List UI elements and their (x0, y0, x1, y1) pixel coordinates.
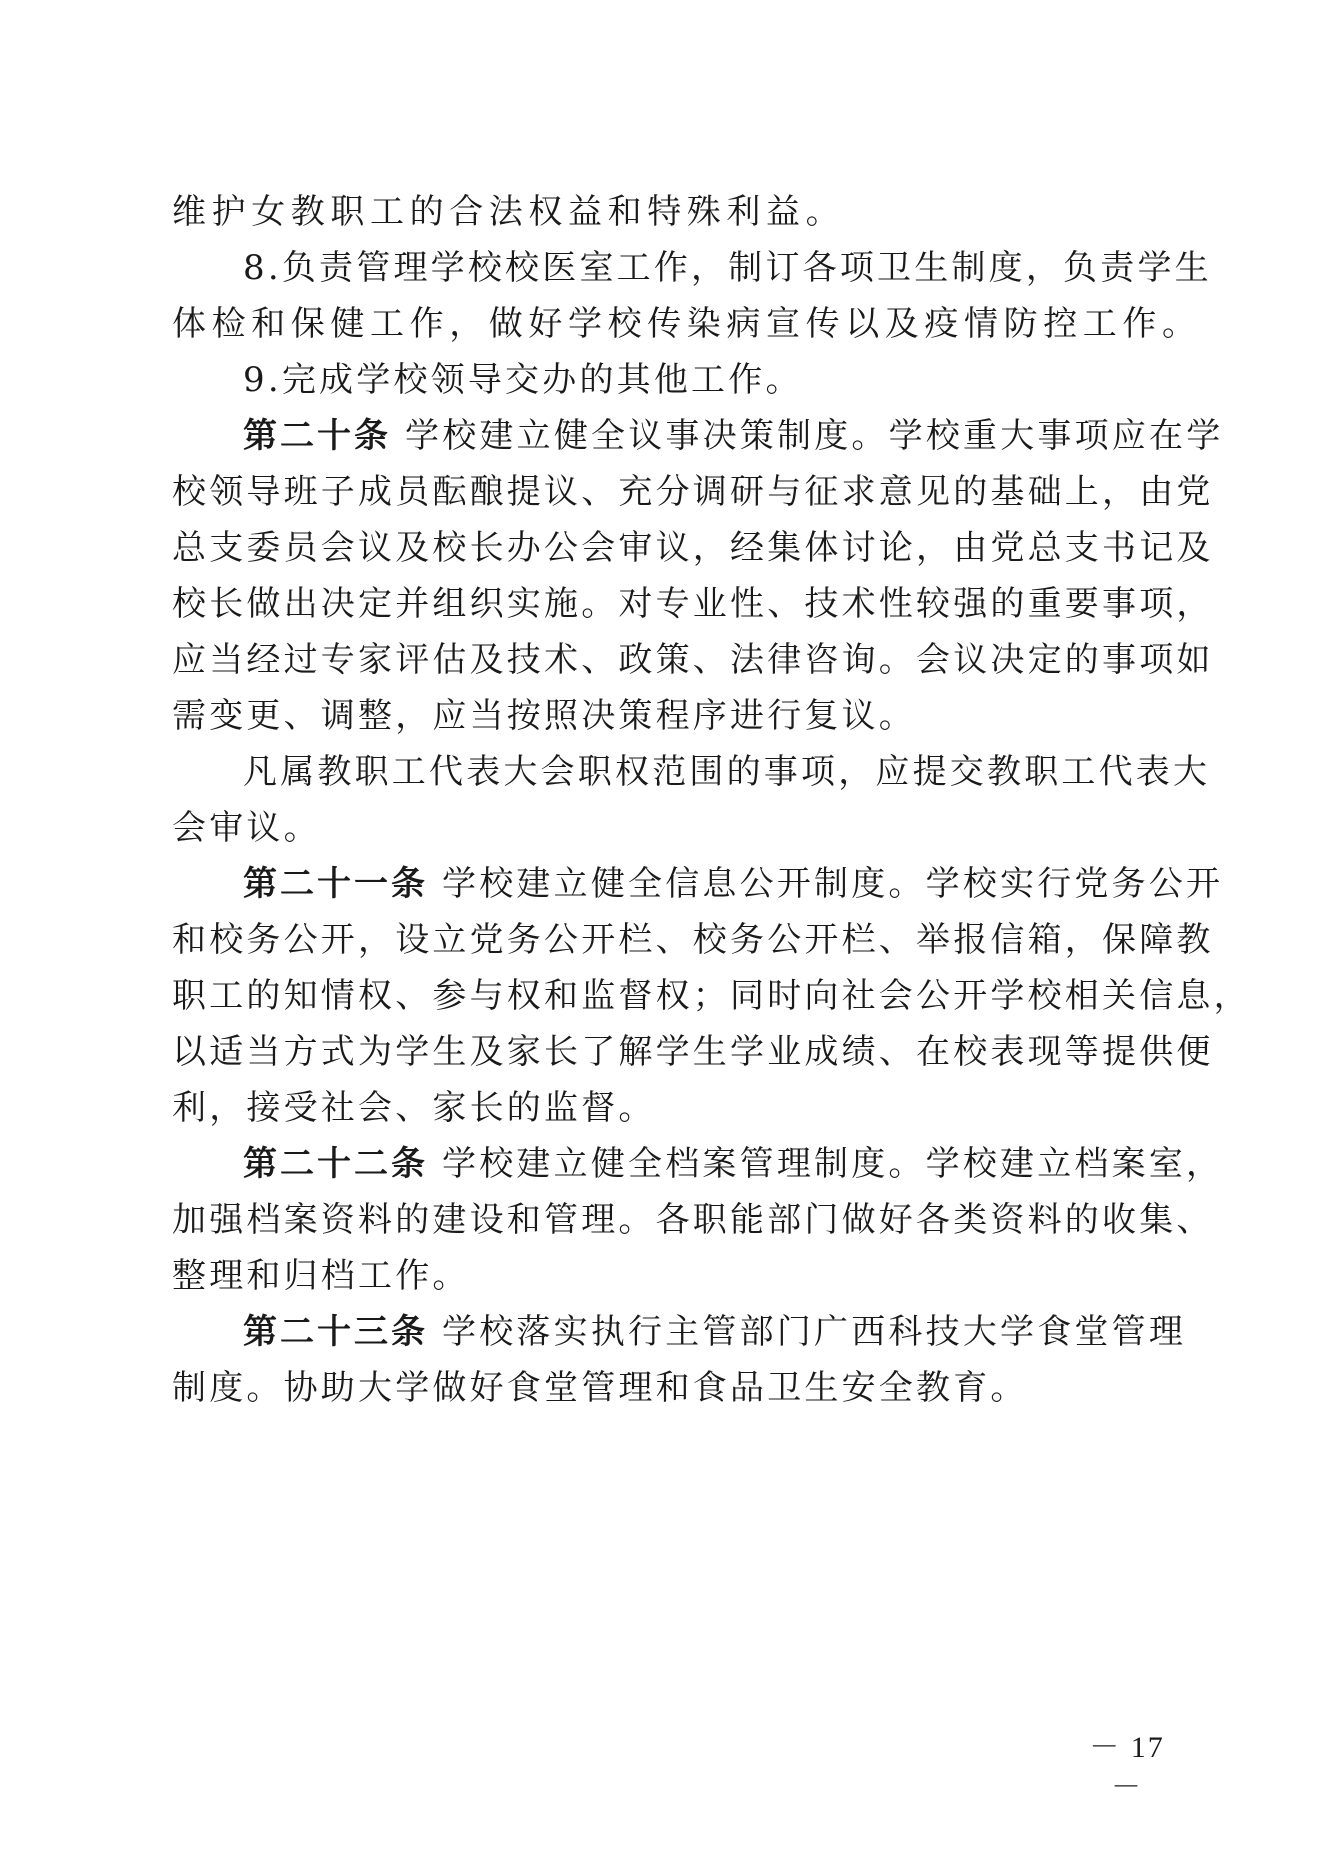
text-line: 需变更、调整，应当按照决策程序进行复议。 (172, 696, 916, 736)
article-heading: 第二十一条 (243, 864, 428, 904)
article-heading: 第二十二条 (243, 1144, 428, 1184)
text-line: 制度。协助大学做好食堂管理和食品卫生安全教育。 (172, 1368, 1028, 1408)
text-line: 职工的知情权、参与权和监督权；同时向社会公开学校相关信息， (172, 976, 1251, 1016)
text-line: 9.完成学校领导交办的其他工作。 (243, 360, 803, 400)
text-line: 学校建立健全议事决策制度。学校重大事项应在学 (405, 416, 1224, 456)
text-line: 整理和归档工作。 (172, 1256, 470, 1296)
article-paragraph-22 (243, 1140, 1224, 1188)
text-line: 校领导班子成员酝酿提议、充分调研与征求意见的基础上，由党 (172, 472, 1214, 512)
text-line: 体检和保健工作，做好学校传染病宣传以及疫情防控工作。 (172, 304, 1202, 344)
text-line: 应当经过专家评估及技术、政策、法律咨询。会议决定的事项如 (172, 640, 1214, 680)
text-line: 学校建立健全信息公开制度。学校实行党务公开 (442, 864, 1224, 904)
text-line: 总支委员会议及校长办公会审议，经集体讨论，由党总支书记及 (172, 528, 1214, 568)
article-paragraph-23 (243, 1308, 1187, 1356)
article-paragraph-21 (243, 860, 1224, 908)
text-line: 校长做出决定并组织实施。对专业性、技术性较强的重要事项， (172, 584, 1214, 624)
text-line: 以适当方式为学生及家长了解学生学业成绩、在校表现等提供便 (172, 1032, 1214, 1072)
text-line: 利，接受社会、家长的监督。 (172, 1088, 656, 1128)
text-line: 8.负责管理学校校医室工作，制订各项卫生制度，负责学生 (243, 248, 1212, 288)
text-line: 加强档案资料的建设和管理。各职能部门做好各类资料的收集、 (172, 1200, 1214, 1240)
text-line: 学校落实执行主管部门广西科技大学食堂管理 (442, 1312, 1187, 1352)
article-heading: 第二十三条 (243, 1312, 428, 1352)
text-line: 会审议。 (172, 808, 321, 848)
article-heading: 第二十条 (243, 416, 391, 456)
text-line: 学校建立健全档案管理制度。学校建立档案室， (442, 1144, 1224, 1184)
page-number: － 17 － (1089, 1731, 1165, 1804)
article-paragraph-20 (243, 412, 1224, 460)
text-line: 维护女教职工的合法权益和特殊利益。 (172, 192, 846, 232)
text-line: 凡属教职工代表大会职权范围的事项，应提交教职工代表大 (243, 752, 1211, 792)
text-line: 和校务公开，设立党务公开栏、校务公开栏、举报信箱，保障教 (172, 920, 1214, 960)
